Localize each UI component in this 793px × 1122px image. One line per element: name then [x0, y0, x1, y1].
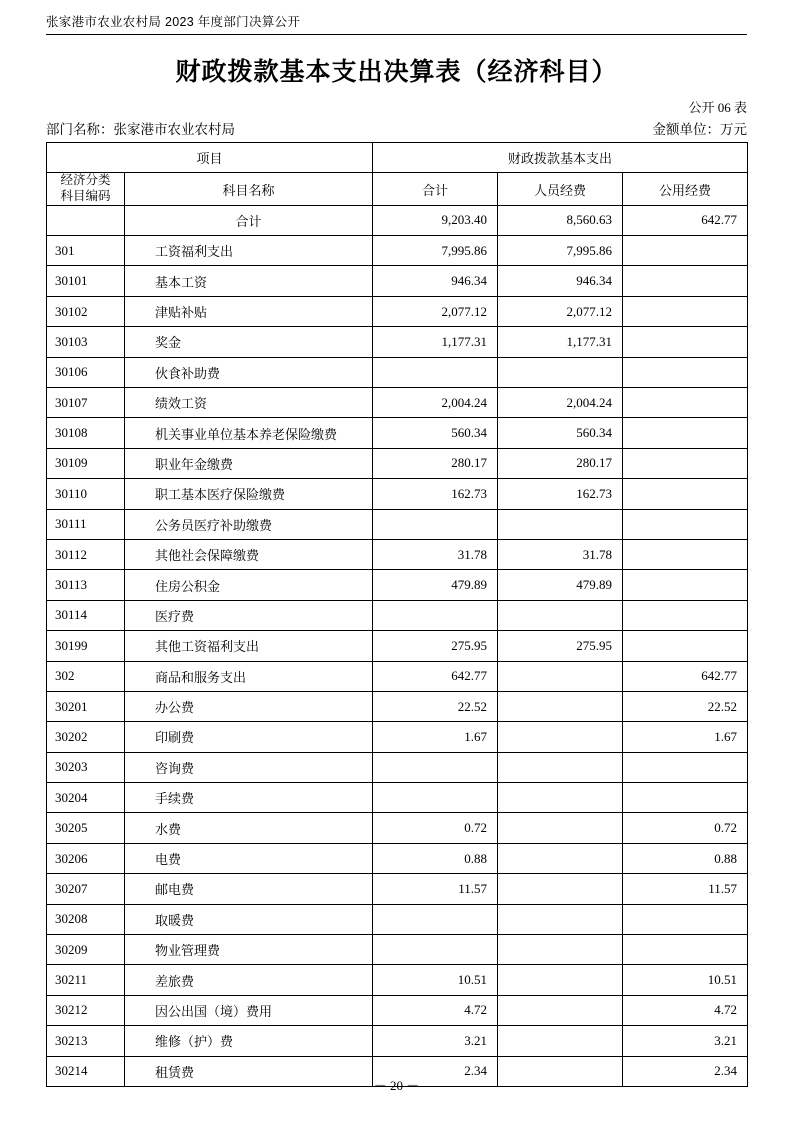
cell-subject-name: 绩效工资 [125, 387, 373, 417]
cell-code: 30201 [47, 691, 125, 721]
cell-public [623, 296, 748, 326]
cell-code: 30106 [47, 357, 125, 387]
cell-code: 30114 [47, 600, 125, 630]
cell-subject-name: 因公出国（境）费用 [125, 995, 373, 1025]
cell-code: 30112 [47, 539, 125, 569]
cell-code: 30204 [47, 783, 125, 813]
cell-total: 10.51 [373, 965, 498, 995]
cell-subject-name: 合计 [125, 205, 373, 235]
cell-subject-name: 伙食补助费 [125, 357, 373, 387]
cell-subject-name: 公务员医疗补助缴费 [125, 509, 373, 539]
cell-personnel: 8,560.63 [498, 205, 623, 235]
cell-subject-name: 差旅费 [125, 965, 373, 995]
cell-personnel [498, 1026, 623, 1056]
table-row [47, 1026, 748, 1056]
cell-total [373, 904, 498, 934]
cell-code: 30199 [47, 631, 125, 661]
cell-code: 302 [47, 661, 125, 691]
table-row [47, 387, 748, 417]
cell-personnel: 560.34 [498, 418, 623, 448]
cell-subject-name: 租赁费 [125, 1056, 373, 1086]
cell-code: 30107 [47, 387, 125, 417]
cell-subject-name: 取暖费 [125, 904, 373, 934]
cell-public: 0.72 [623, 813, 748, 843]
cell-subject-name: 咨询费 [125, 752, 373, 782]
cell-total: 31.78 [373, 539, 498, 569]
cell-public: 1.67 [623, 722, 748, 752]
cell-subject-name: 职业年金缴费 [125, 448, 373, 478]
cell-public [623, 236, 748, 266]
table-row [47, 266, 748, 296]
cell-total: 2.34 [373, 1056, 498, 1086]
table-row [47, 874, 748, 904]
header-col-code-line2: 科目编码 [60, 189, 111, 204]
cell-public [623, 600, 748, 630]
page-footer: － 20 － [373, 1078, 420, 1093]
table-row [47, 631, 748, 661]
cell-code: 30203 [47, 752, 125, 782]
table-row [47, 418, 748, 448]
cell-code: 30111 [47, 509, 125, 539]
cell-subject-name: 物业管理费 [125, 935, 373, 965]
cell-public: 22.52 [623, 691, 748, 721]
cell-subject-name: 医疗费 [125, 600, 373, 630]
cell-public: 642.77 [623, 661, 748, 691]
cell-total: 479.89 [373, 570, 498, 600]
cell-code: 30110 [47, 479, 125, 509]
header-group-appropriation: 财政拨款基本支出 [373, 143, 748, 173]
cell-total: 162.73 [373, 479, 498, 509]
cell-code: 30101 [47, 266, 125, 296]
cell-public [623, 904, 748, 934]
cell-public [623, 357, 748, 387]
cell-public [623, 935, 748, 965]
cell-total: 946.34 [373, 266, 498, 296]
cell-total [373, 783, 498, 813]
cell-personnel [498, 843, 623, 873]
cell-personnel: 946.34 [498, 266, 623, 296]
cell-personnel [498, 813, 623, 843]
cell-code: 30206 [47, 843, 125, 873]
amount-unit: 金额单位：万元 [652, 122, 747, 137]
cell-public: 2.34 [623, 1056, 748, 1086]
cell-subject-name: 职工基本医疗保险缴费 [125, 479, 373, 509]
cell-public [623, 783, 748, 813]
table-header-row-2 [47, 173, 748, 205]
header-col-public: 公用经费 [623, 173, 748, 205]
financial-table [46, 142, 748, 1087]
cell-code: 30113 [47, 570, 125, 600]
cell-public [623, 539, 748, 569]
cell-personnel: 31.78 [498, 539, 623, 569]
table-number: 公开 06 表 [688, 100, 747, 115]
cell-total: 22.52 [373, 691, 498, 721]
cell-personnel: 2,004.24 [498, 387, 623, 417]
running-header: 张家港市农业农村局 2023 年度部门决算公开 [46, 12, 747, 35]
cell-total: 0.88 [373, 843, 498, 873]
cell-code: 30211 [47, 965, 125, 995]
cell-subject-name: 其他社会保障缴费 [125, 539, 373, 569]
cell-total [373, 509, 498, 539]
cell-subject-name: 水费 [125, 813, 373, 843]
cell-personnel: 280.17 [498, 448, 623, 478]
cell-total [373, 935, 498, 965]
header-col-total: 合计 [373, 173, 498, 205]
cell-subject-name: 机关事业单位基本养老保险缴费 [125, 418, 373, 448]
cell-code: 30209 [47, 935, 125, 965]
cell-total: 275.95 [373, 631, 498, 661]
cell-subject-name: 手续费 [125, 783, 373, 813]
header-group-project: 项目 [47, 143, 373, 173]
cell-public [623, 752, 748, 782]
cell-personnel [498, 357, 623, 387]
cell-subject-name: 奖金 [125, 327, 373, 357]
table-row [47, 965, 748, 995]
cell-subject-name: 津贴补贴 [125, 296, 373, 326]
table-row [47, 783, 748, 813]
cell-public [623, 266, 748, 296]
table-row [47, 296, 748, 326]
cell-code: 30213 [47, 1026, 125, 1056]
cell-code: 30214 [47, 1056, 125, 1086]
table-head [47, 143, 748, 206]
table-row [47, 539, 748, 569]
table-row [47, 661, 748, 691]
department-name: 部门名称：张家港市农业农村局 [46, 122, 235, 137]
cell-public [623, 631, 748, 661]
cell-code: 30205 [47, 813, 125, 843]
cell-personnel [498, 509, 623, 539]
cell-personnel: 162.73 [498, 479, 623, 509]
cell-code: 30207 [47, 874, 125, 904]
cell-subject-name: 工资福利支出 [125, 236, 373, 266]
cell-total: 9,203.40 [373, 205, 498, 235]
cell-public [623, 327, 748, 357]
header-col-name: 科目名称 [125, 173, 373, 205]
cell-subject-name: 商品和服务支出 [125, 661, 373, 691]
table-row [47, 448, 748, 478]
table-row [47, 327, 748, 357]
cell-total: 3.21 [373, 1026, 498, 1056]
cell-personnel: 275.95 [498, 631, 623, 661]
cell-personnel: 1,177.31 [498, 327, 623, 357]
cell-personnel [498, 600, 623, 630]
cell-code: 30102 [47, 296, 125, 326]
table-row [47, 722, 748, 752]
cell-total: 642.77 [373, 661, 498, 691]
cell-subject-name: 办公费 [125, 691, 373, 721]
cell-public: 11.57 [623, 874, 748, 904]
table-row [47, 570, 748, 600]
cell-code: 30103 [47, 327, 125, 357]
cell-public: 0.88 [623, 843, 748, 873]
cell-code [47, 205, 125, 235]
cell-personnel [498, 935, 623, 965]
cell-subject-name: 其他工资福利支出 [125, 631, 373, 661]
page-title: 财政拨款基本支出决算表（经济科目） [175, 59, 618, 86]
cell-public [623, 509, 748, 539]
table-header-row-1 [47, 143, 748, 173]
cell-public [623, 418, 748, 448]
cell-personnel: 479.89 [498, 570, 623, 600]
table-row [47, 995, 748, 1025]
cell-total: 1.67 [373, 722, 498, 752]
cell-total: 560.34 [373, 418, 498, 448]
cell-public: 10.51 [623, 965, 748, 995]
cell-code: 30109 [47, 448, 125, 478]
cell-subject-name: 维修（护）费 [125, 1026, 373, 1056]
cell-personnel: 2,077.12 [498, 296, 623, 326]
table-row [47, 479, 748, 509]
cell-public: 4.72 [623, 995, 748, 1025]
table-row [47, 509, 748, 539]
cell-code: 30108 [47, 418, 125, 448]
cell-total [373, 357, 498, 387]
cell-subject-name: 基本工资 [125, 266, 373, 296]
cell-total: 4.72 [373, 995, 498, 1025]
table-row [47, 813, 748, 843]
cell-public [623, 387, 748, 417]
cell-personnel [498, 752, 623, 782]
table-row [47, 904, 748, 934]
cell-public [623, 448, 748, 478]
header-col-code [47, 173, 125, 205]
table-row [47, 843, 748, 873]
table-row [47, 600, 748, 630]
cell-public: 3.21 [623, 1026, 748, 1056]
cell-personnel [498, 904, 623, 934]
table-row [47, 691, 748, 721]
header-col-personnel: 人员经费 [498, 173, 623, 205]
cell-total [373, 752, 498, 782]
cell-personnel [498, 783, 623, 813]
cell-total: 7,995.86 [373, 236, 498, 266]
header-col-code-line1: 经济分类 [60, 173, 111, 188]
cell-public: 642.77 [623, 205, 748, 235]
meta-row [46, 118, 747, 138]
cell-total: 2,004.24 [373, 387, 498, 417]
cell-code: 30208 [47, 904, 125, 934]
cell-subject-name: 电费 [125, 843, 373, 873]
table-row [47, 236, 748, 266]
cell-total: 0.72 [373, 813, 498, 843]
cell-personnel: 7,995.86 [498, 236, 623, 266]
cell-code: 301 [47, 236, 125, 266]
cell-personnel [498, 661, 623, 691]
cell-subject-name: 印刷费 [125, 722, 373, 752]
table-body [47, 205, 748, 1086]
cell-public [623, 570, 748, 600]
cell-subject-name: 住房公积金 [125, 570, 373, 600]
cell-total: 2,077.12 [373, 296, 498, 326]
cell-personnel [498, 722, 623, 752]
cell-total: 11.57 [373, 874, 498, 904]
cell-code: 30212 [47, 995, 125, 1025]
cell-total: 1,177.31 [373, 327, 498, 357]
cell-code: 30202 [47, 722, 125, 752]
cell-subject-name: 邮电费 [125, 874, 373, 904]
cell-personnel [498, 874, 623, 904]
table-row [47, 935, 748, 965]
table-row [47, 752, 748, 782]
cell-total [373, 600, 498, 630]
cell-personnel [498, 691, 623, 721]
cell-total: 280.17 [373, 448, 498, 478]
table-row [47, 205, 748, 235]
cell-public [623, 479, 748, 509]
cell-personnel [498, 995, 623, 1025]
cell-personnel [498, 965, 623, 995]
table-row [47, 357, 748, 387]
